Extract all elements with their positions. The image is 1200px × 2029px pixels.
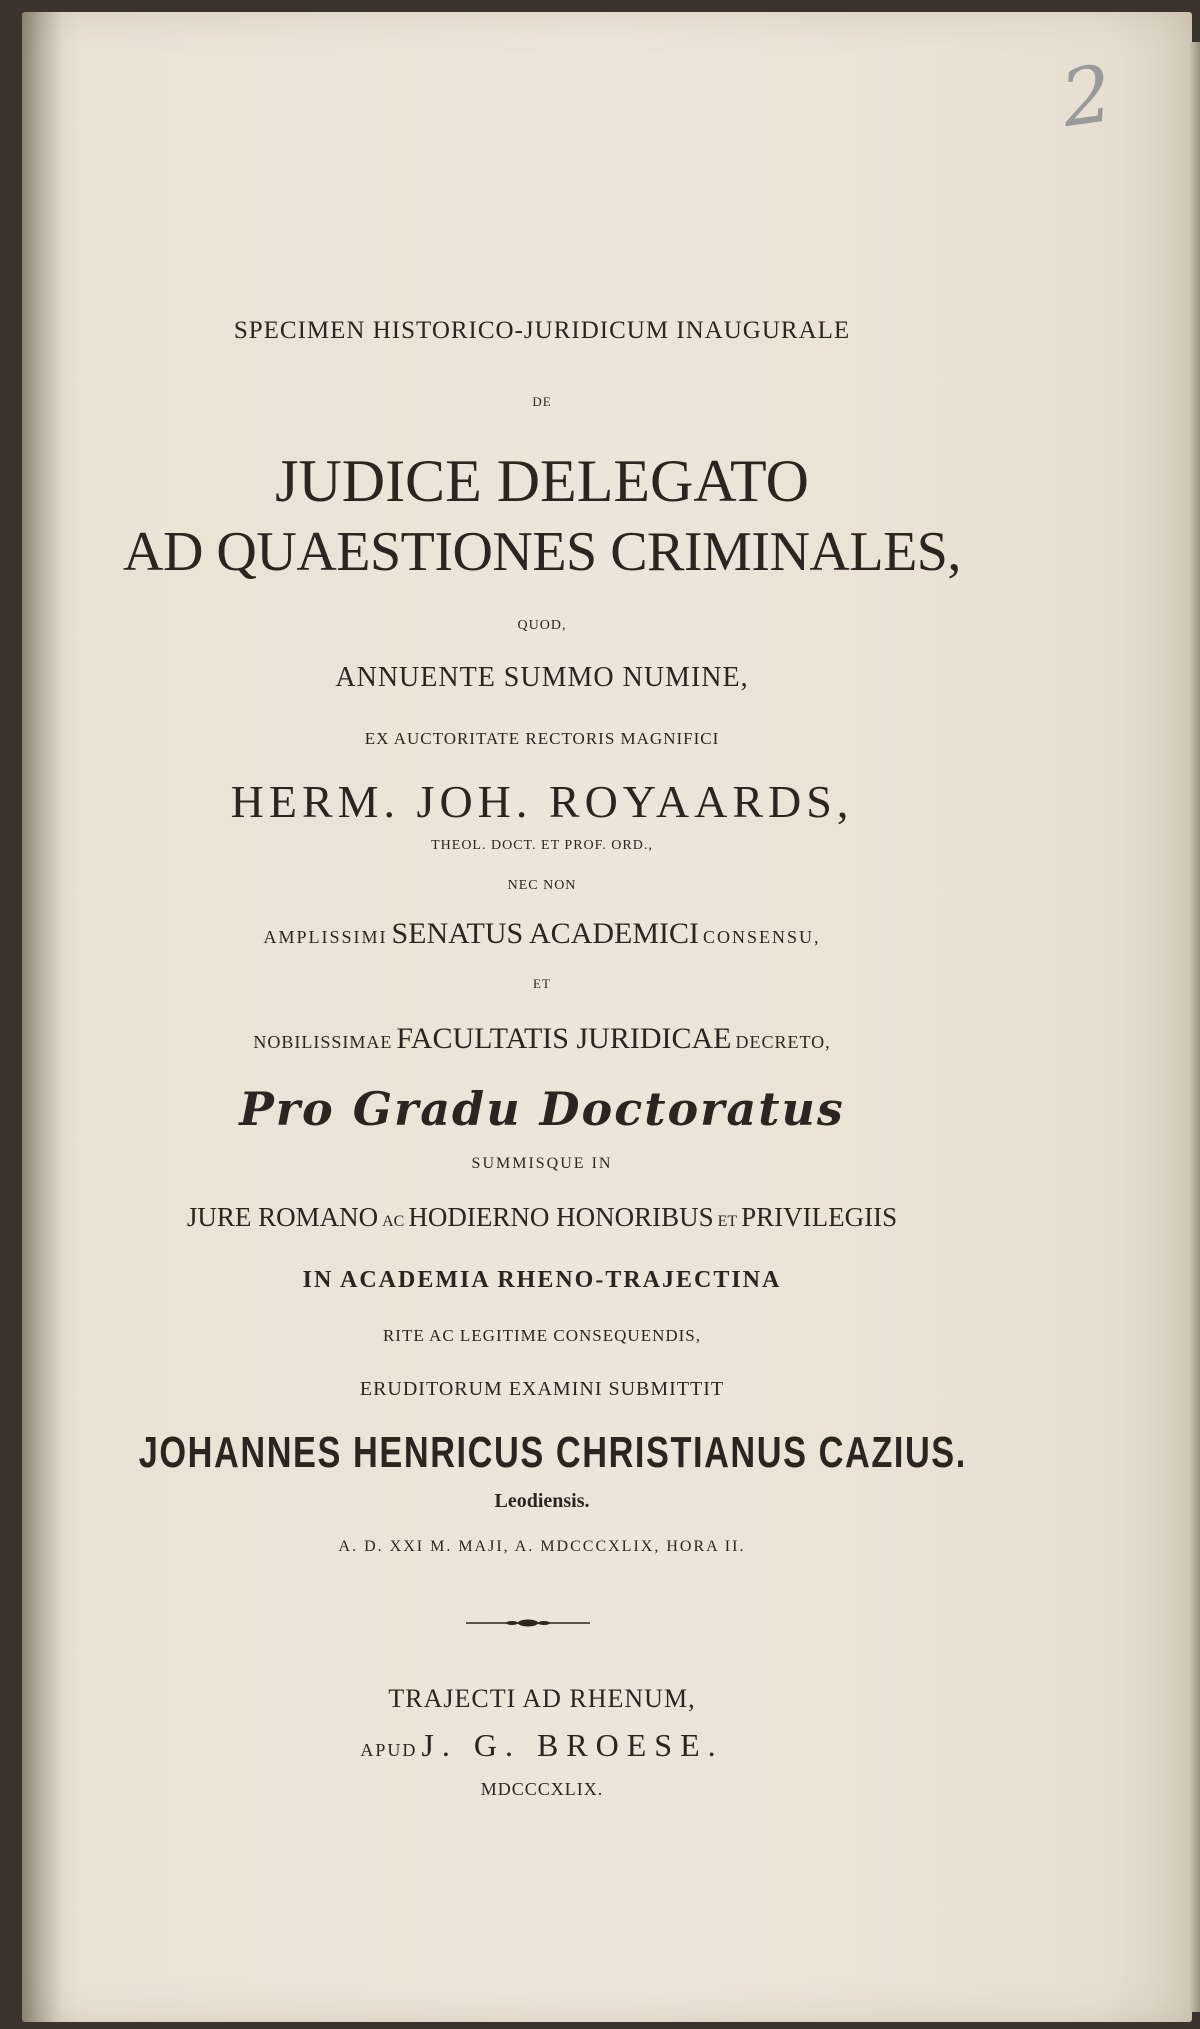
rector-name: HERM. JOH. ROYAARDS, — [230, 776, 854, 827]
amplissimi-word: AMPLISSIMI — [263, 927, 388, 947]
date-line: A. D. XXI M. MAJI, A. MDCCCXLIX, HORA II. — [338, 1538, 746, 1555]
apud-word: APUD — [360, 1740, 418, 1760]
facultatis-line — [22, 1022, 1062, 1056]
senatus-line — [22, 917, 1062, 951]
eruditorum-line: ERUDITORUM EXAMINI SUBMITTIT — [359, 1378, 725, 1400]
annuente-line: ANNUENTE SUMMO NUMINE, — [335, 662, 749, 693]
origin-line: Leodiensis. — [494, 1490, 590, 1512]
jure-romano: JURE ROMANO — [186, 1202, 379, 1232]
consensu-word: CONSENSU, — [703, 927, 821, 947]
rector-title: THEOL. DOCT. ET PROF. ORD., — [431, 838, 653, 853]
nec-non-line: NEC NON — [507, 878, 577, 893]
year-line: MDCCCXLIX. — [480, 1779, 604, 1799]
printer-line — [22, 1727, 1062, 1764]
author-line — [22, 1428, 1062, 1478]
et-word: ET — [717, 1213, 738, 1230]
rite-line: RITE AC LEGITIME CONSEQUENDIS, — [382, 1326, 702, 1345]
jure-romano-line — [22, 1202, 1062, 1233]
de-line: DE — [532, 394, 552, 409]
main-title-line-1: JUDICE DELEGATO — [275, 448, 809, 514]
handwritten-page-number: 2 — [1055, 48, 1118, 146]
printer-name: J. G. BROESE. — [421, 1727, 724, 1763]
main-title-line-2: AD QUAESTIONES CRIMINALES, — [123, 521, 961, 583]
auctoritate-line: EX AUCTORITATE RECTORIS MAGNIFICI — [364, 729, 720, 748]
author-name: JOHANNES HENRICUS CHRISTIANUS CAZIUS. — [138, 1428, 967, 1477]
specimen-line: SPECIMEN HISTORICO-JURIDICUM INAUGURALE — [233, 317, 851, 344]
et-line: ET — [533, 976, 551, 991]
pro-gradu-doctoratus: Pro Gradu Doctoratus — [239, 1082, 845, 1136]
page-gutter-shadow — [22, 12, 62, 2022]
city-line: TRAJECTI AD RHENUM, — [388, 1684, 696, 1713]
page-edge — [1190, 42, 1200, 2012]
privilegiis: PRIVILEGIIS — [741, 1202, 898, 1232]
academia-line: IN ACADEMIA RHENO-TRAJECTINA — [302, 1267, 782, 1293]
hodierno-honoribus: HODIERNO HONORIBUS — [408, 1202, 714, 1232]
ac-word: AC — [382, 1213, 405, 1230]
title-page — [22, 12, 1192, 2022]
senatus-academici: SENATUS ACADEMICI — [391, 917, 700, 950]
decreto-word: DECRETO, — [735, 1032, 831, 1052]
summisque-line: SUMMISQUE IN — [471, 1155, 613, 1172]
facultatis-juridicae: FACULTATIS JURIDICAE — [396, 1022, 732, 1055]
quod-line: QUOD, — [517, 618, 567, 633]
nobilissimae-word: NOBILISSIMAE — [253, 1032, 393, 1052]
ornamental-rule — [464, 1616, 592, 1630]
